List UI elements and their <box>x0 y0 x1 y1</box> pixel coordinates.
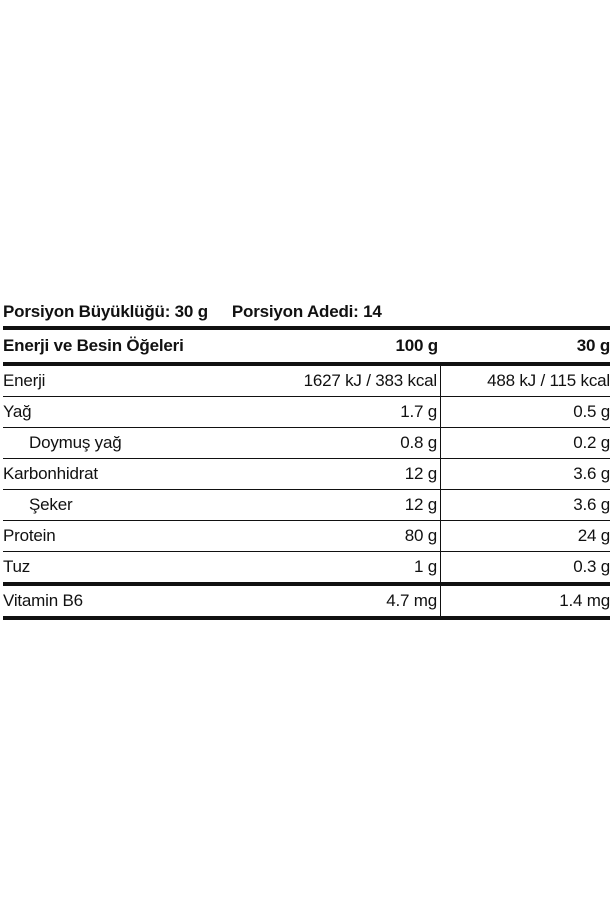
value-per-100g: 4.7 mg <box>196 586 441 616</box>
serving-info <box>3 298 610 326</box>
nutrition-facts-panel <box>3 298 610 620</box>
value-per-serving: 0.5 g <box>573 402 610 421</box>
value-per-100g: 0.8 g <box>196 428 441 458</box>
row-label: Vitamin B6 <box>3 591 83 610</box>
table-row-carbohydrate <box>3 459 610 489</box>
value-per-serving: 3.6 g <box>573 464 610 483</box>
serving-size-label: Porsiyon Büyüklüğü: 30 g <box>3 302 208 321</box>
table-row-sugar <box>3 490 610 520</box>
divider-thick <box>3 616 610 620</box>
value-per-100g: 1.7 g <box>196 397 441 427</box>
row-label: Karbonhidrat <box>3 464 98 483</box>
column-header-per-100g: 100 g <box>395 336 438 355</box>
value-per-100g: 12 g <box>196 459 441 489</box>
value-per-serving: 1.4 mg <box>559 591 610 610</box>
table-row-protein <box>3 521 610 551</box>
value-per-100g: 1627 kJ / 383 kcal <box>196 366 441 396</box>
value-per-serving: 3.6 g <box>573 495 610 514</box>
column-header-per-serving: 30 g <box>576 336 610 355</box>
table-header-row <box>3 330 610 362</box>
row-label: Enerji <box>3 371 46 390</box>
table-row-vitamin-b6 <box>3 586 610 616</box>
value-per-100g: 80 g <box>196 521 441 551</box>
column-header-nutrient: Enerji ve Besin Öğeleri <box>3 336 184 355</box>
value-per-serving: 24 g <box>577 526 610 545</box>
value-per-serving: 0.3 g <box>573 557 610 576</box>
serving-count-label: Porsiyon Adedi: 14 <box>231 302 382 321</box>
table-row-saturated-fat <box>3 428 610 458</box>
row-label: Tuz <box>3 557 31 576</box>
table-row-energy <box>3 366 610 396</box>
value-per-serving: 488 kJ / 115 kcal <box>487 371 610 390</box>
value-per-100g: 12 g <box>196 490 441 520</box>
row-label: Protein <box>3 526 56 545</box>
row-label: Yağ <box>3 402 32 421</box>
row-label: Doymuş yağ <box>29 433 122 452</box>
row-label: Şeker <box>29 495 73 514</box>
table-row-salt <box>3 552 610 582</box>
value-per-serving: 0.2 g <box>573 433 610 452</box>
table-row-fat <box>3 397 610 427</box>
value-per-100g: 1 g <box>196 552 441 582</box>
